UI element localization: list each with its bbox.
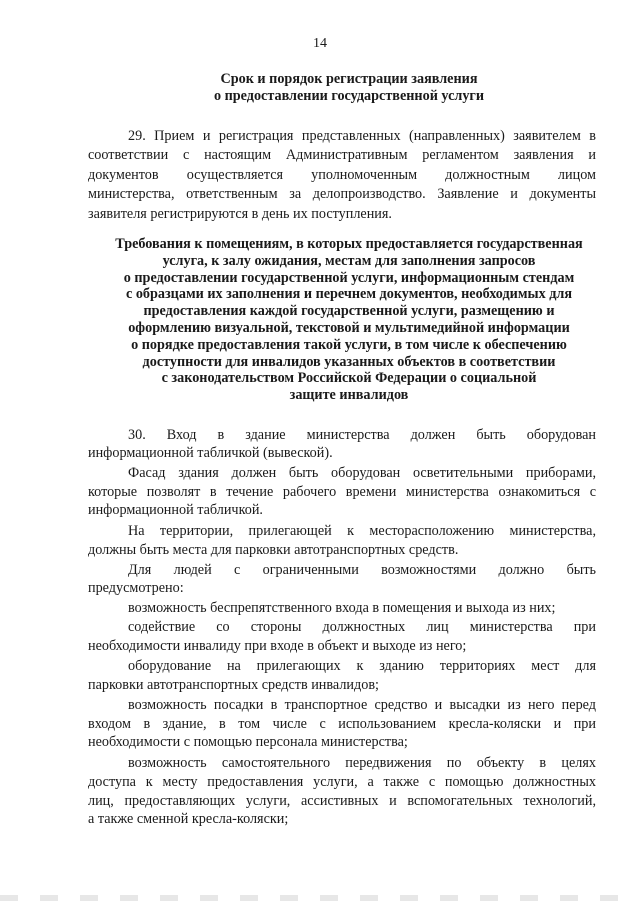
text-line: возможность беспрепятственного входа в помещения и выхода из них; xyxy=(128,600,556,616)
list-item xyxy=(88,599,596,618)
text-line: содействие со стороны должностных лиц министерства при xyxy=(128,619,596,635)
heading-line: оформлению визуальной, текстовой и мультимедийной информации xyxy=(128,319,570,336)
list-item xyxy=(88,618,596,655)
text-line: предусмотрено: xyxy=(88,580,184,597)
heading-line: защите инвалидов xyxy=(289,387,409,404)
text-line: доступа к месту предоставления услуги, а также с помощью должностных xyxy=(88,773,596,790)
heading-line: с законодательством Российской Федерации о социальной xyxy=(161,370,537,387)
paragraph-29 xyxy=(88,127,596,224)
heading-line: о порядке предоставления такой услуги, в том числе к обеспечению xyxy=(131,336,567,353)
text-line: 30. Вход в здание министерства должен быть оборудован xyxy=(128,427,596,443)
text-line: На территории, прилегающей к месторасположению министерства, xyxy=(128,523,596,539)
paragraph-30 xyxy=(88,426,596,462)
heading-line: о предоставлении государственной услуги, информационным стендам xyxy=(123,269,575,286)
text-line: необходимости инвалиду при входе в объект и выходе из него; xyxy=(88,637,467,654)
text-line: а также сменной кресла-коляски; xyxy=(88,811,289,828)
paragraph-territory xyxy=(88,522,596,559)
heading-line: о предоставлении государственной услуги xyxy=(213,88,485,105)
text-line: лиц, предоставляющих услуги, ассистивных и вспомогательных технологий, xyxy=(88,792,596,809)
heading-line: предоставления каждой государственной услуги, размещению и xyxy=(143,303,555,320)
paragraph-accessibility-intro xyxy=(88,561,596,598)
section-heading-registration xyxy=(88,71,610,105)
scan-edge-artifact xyxy=(0,895,640,901)
text-line: соответствии с настоящим Административным регламентом заявления и xyxy=(88,147,596,164)
text-line: Фасад здания должен быть оборудован осветительными приборами, xyxy=(128,465,596,481)
text-line: необходимости с помощью персонала министерства; xyxy=(88,734,408,751)
heading-line: доступности для инвалидов указанных объектов в соответствии xyxy=(142,353,556,370)
heading-line: с образцами их заполнения и перечнем документов, необходимых для xyxy=(125,286,573,303)
text-line: входом в здание, в том числе с использованием кресла-коляски и при xyxy=(88,715,596,732)
text-line: возможность самостоятельного передвижения по объекту в целях xyxy=(128,755,596,771)
text-line: парковки автотранспортных средств инвалидов; xyxy=(88,676,379,693)
heading-line: услуга, к залу ожидания, местам для заполнения запросов xyxy=(162,252,536,269)
page-number: 14 xyxy=(313,36,327,51)
list-item xyxy=(88,696,596,752)
text-line: заявителя регистрируются в день их поступления. xyxy=(88,205,392,222)
list-item xyxy=(88,754,596,829)
list-item xyxy=(88,657,596,694)
text-line: Для людей с ограниченными возможностями должно быть xyxy=(128,562,596,578)
text-line: должны быть места для парковки автотранспортных средств. xyxy=(88,541,459,558)
paragraph-facade xyxy=(88,464,596,520)
text-line: которые позволят в течение рабочего времени министерства ознакомиться с xyxy=(88,483,596,500)
text-line: министерства, ответственным за делопроизводство. Заявление и документы xyxy=(88,186,596,203)
text-line: информационной табличкой. xyxy=(88,502,263,519)
text-line: возможность посадки в транспортное средство и высадки из него перед xyxy=(128,697,596,713)
heading-line: Требования к помещениям, в которых предоставляется государственная xyxy=(115,236,583,252)
text-line: информационной табличкой (вывеской). xyxy=(88,445,333,462)
section-heading-premises xyxy=(88,236,610,404)
text-line: оборудование на прилегающих к зданию территориях мест для xyxy=(128,658,596,674)
text-line: документов осуществляется уполномоченным должностным лицом xyxy=(88,166,596,183)
heading-line: Срок и порядок регистрации заявления xyxy=(220,71,478,87)
text-line: 29. Прием и регистрация представленных (направленных) заявителем в xyxy=(128,128,596,144)
